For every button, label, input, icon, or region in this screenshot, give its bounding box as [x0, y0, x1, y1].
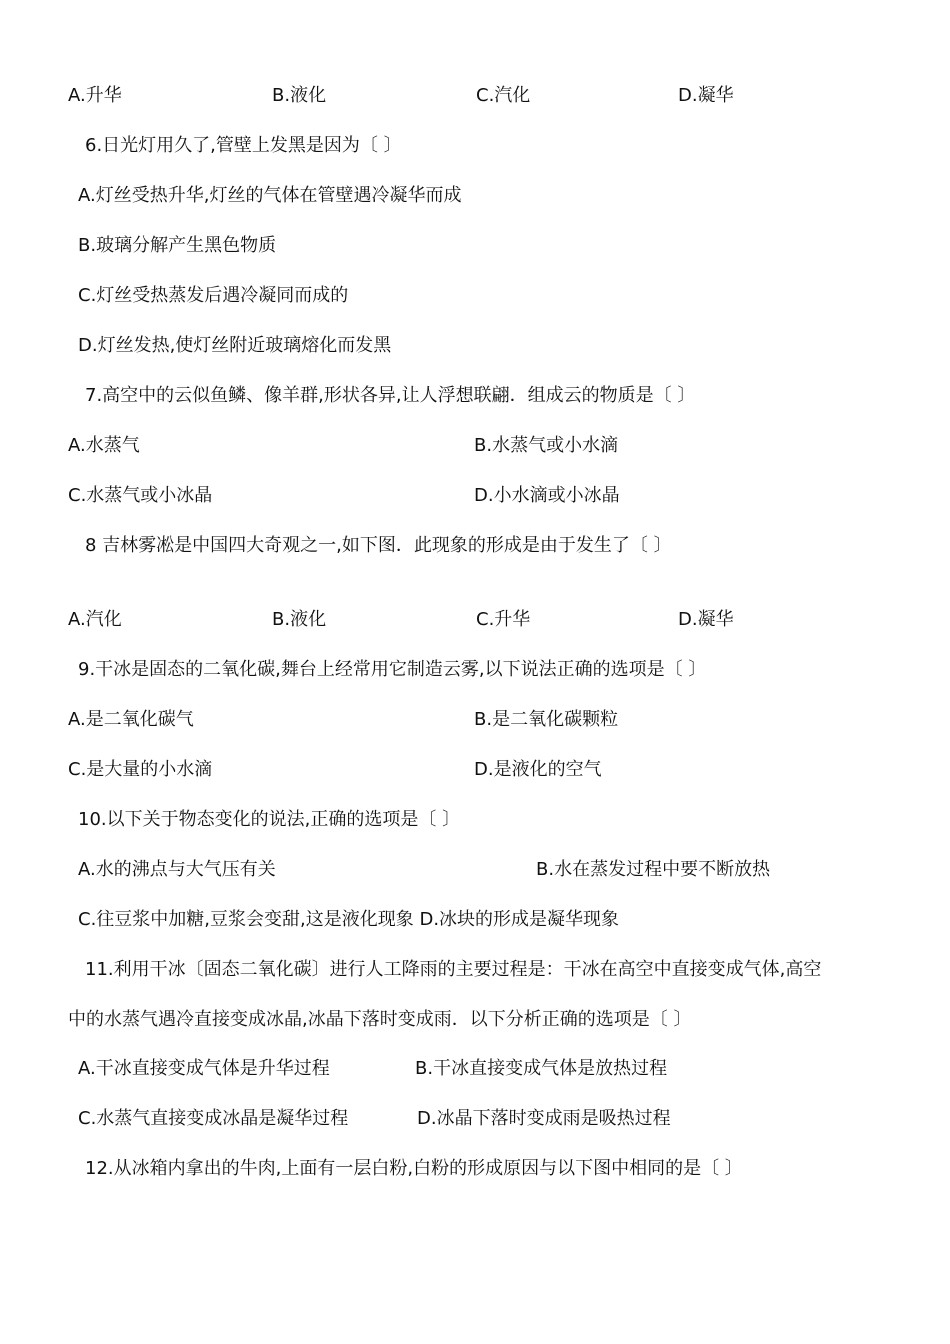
q8-option-b: B.液化	[272, 609, 327, 630]
q10-option-a: A.水的沸点与大气压有关	[78, 859, 276, 880]
q7-stem: 7.高空中的云似鱼鳞、像羊群,形状各异,让人浮想联翩．组成云的物质是〔 〕	[85, 385, 696, 406]
q12-stem: 12.从冰箱内拿出的牛肉,上面有一层白粉,白粉的形成原因与以下图中相同的是〔 〕	[85, 1158, 743, 1179]
q10-option-b: B.水在蒸发过程中要不断放热	[536, 859, 771, 880]
q11-stem-line1: 11.利用干冰〔固态二氧化碳〕进行人工降雨的主要过程是：干冰在高空中直接变成气体,高空	[85, 959, 822, 980]
q5-option-b: B.液化	[272, 85, 327, 106]
q5-option-c: C.汽化	[476, 85, 531, 106]
q10-stem: 10.以下关于物态变化的说法,正确的选项是〔 〕	[78, 809, 461, 830]
q7-option-a: A.水蒸气	[68, 435, 140, 456]
q9-option-b: B.是二氧化碳颗粒	[474, 709, 619, 730]
q11-stem-line2: 中的水蒸气遇冷直接变成冰晶,冰晶下落时变成雨．以下分析正确的选项是〔 〕	[68, 1009, 692, 1030]
q8-option-c: C.升华	[476, 609, 531, 630]
q9-option-d: D.是液化的空气	[474, 759, 602, 780]
q7-option-c: C.水蒸气或小冰晶	[68, 485, 213, 506]
q11-option-b: B.干冰直接变成气体是放热过程	[415, 1058, 668, 1079]
q6-option-c: C.灯丝受热蒸发后遇冷凝同而成的	[78, 285, 349, 306]
q10-option-c-d: C.往豆浆中加糖,豆浆会变甜,这是液化现象 D.冰块的形成是凝华现象	[78, 909, 620, 930]
q6-option-b: B.玻璃分解产生黑色物质	[78, 235, 277, 256]
q11-option-a: A.干冰直接变成气体是升华过程	[78, 1058, 330, 1079]
q6-option-d: D.灯丝发热,使灯丝附近玻璃熔化而发黑	[78, 335, 392, 356]
q6-option-a: A.灯丝受热升华,灯丝的气体在管壁遇冷凝华而成	[78, 185, 462, 206]
q6-stem: 6.日光灯用久了,管壁上发黑是因为〔 〕	[85, 135, 402, 156]
q9-option-a: A.是二氧化碳气	[68, 709, 194, 730]
q11-option-d: D.冰晶下落时变成雨是吸热过程	[417, 1108, 671, 1129]
q11-option-c: C.水蒸气直接变成冰晶是凝华过程	[78, 1108, 349, 1129]
q8-option-d: D.凝华	[678, 609, 734, 630]
q8-stem: 8 吉林雾凇是中国四大奇观之一,如下图．此现象的形成是由于发生了〔 〕	[85, 535, 672, 556]
q8-option-a: A.汽化	[68, 609, 122, 630]
q5-option-d: D.凝华	[678, 85, 734, 106]
q7-option-d: D.小水滴或小冰晶	[474, 485, 620, 506]
q7-option-b: B.水蒸气或小水滴	[474, 435, 619, 456]
q9-option-c: C.是大量的小水滴	[68, 759, 213, 780]
q5-option-a: A.升华	[68, 85, 122, 106]
q9-stem: 9.干冰是固态的二氧化碳,舞台上经常用它制造云雾,以下说法正确的选项是〔 〕	[78, 659, 707, 680]
